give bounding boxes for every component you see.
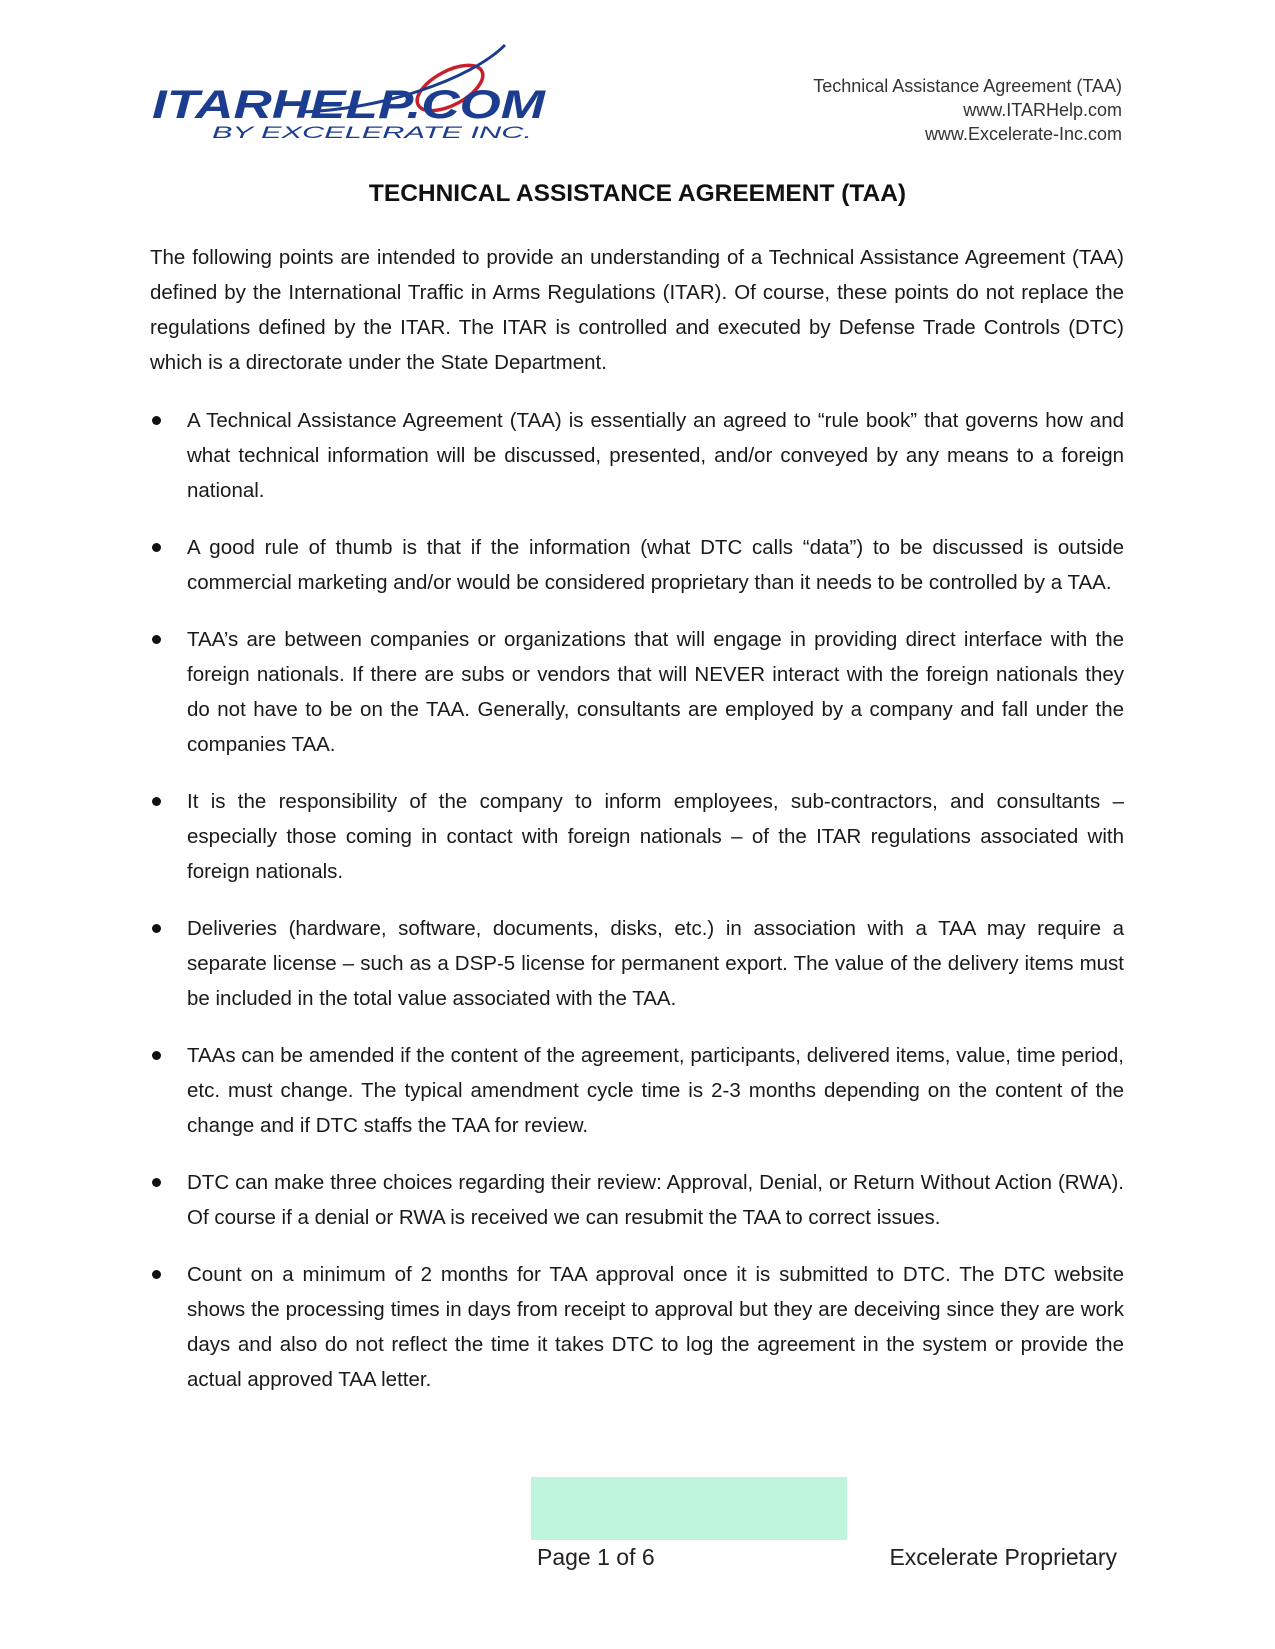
bullet-list [150, 403, 1124, 1419]
list-item [150, 622, 1124, 762]
intro-paragraph: The following points are intended to provide an understanding of a Technical Assistance Agreement (TAA) defined by the International Traffic in Arms Regulations (ITAR). Of course, these points do not replace the regulations defined by the ITAR. The ITAR is controlled and executed by Defense Trade Controls (DTC) which is a directorate under the State Department. [150, 246, 1124, 374]
bullet-text: TAA’s are between companies or organizations that will engage in providing direct interface with the foreign nationals. If there are subs or vendors that will NEVER interact with the foreign nationals they do not have to be on the TAA. Generally, consultants are employed by a company and fall under the companies TAA. [187, 628, 1124, 756]
header-info [813, 74, 1122, 146]
bullet-icon [152, 1270, 161, 1279]
bullet-text: A Technical Assistance Agreement (TAA) is essentially an agreed to “rule book” that governs how and what technical information will be discussed, presented, and/or conveyed by any means to a foreign national. [187, 409, 1124, 502]
bullet-icon [152, 635, 161, 644]
page-number: Page 1 of 6 [537, 1544, 655, 1570]
bullet-text: It is the responsibility of the company to inform employees, sub-contractors, and consultants – especially those coming in contact with foreign nationals – of the ITAR regulations associated with foreign nationals. [187, 790, 1124, 883]
list-item [150, 530, 1124, 600]
bullet-icon [152, 797, 161, 806]
list-item [150, 1165, 1124, 1235]
bullet-icon [152, 416, 161, 425]
bullet-text: Deliveries (hardware, software, documents, disks, etc.) in association with a TAA may require a separate license – such as a DSP-5 license for permanent export. The value of the delivery items must be included in the total value associated with the TAA. [187, 917, 1124, 1010]
header-website-excelerate: www.Excelerate-Inc.com [924, 124, 1122, 144]
list-item [150, 403, 1124, 508]
list-item [150, 911, 1124, 1016]
svg-text:BY EXCELERATE INC.: BY EXCELERATE INC. [212, 123, 532, 142]
bullet-text: TAAs can be amended if the content of the agreement, participants, delivered items, value, time period, etc. must change. The typical amendment cycle time is 2-3 months depending on the content of the change and if DTC staffs the TAA for review. [187, 1044, 1124, 1137]
bullet-icon [152, 1051, 161, 1060]
header-doc-title: Technical Assistance Agreement (TAA) [813, 76, 1122, 96]
footer-highlight-box [531, 1477, 847, 1540]
bullet-icon [152, 543, 161, 552]
itarhelp-logo [150, 40, 570, 145]
list-item [150, 784, 1124, 889]
header-website-itarhelp: www.ITARHelp.com [963, 100, 1122, 120]
bullet-icon [152, 924, 161, 933]
bullet-text: A good rule of thumb is that if the information (what DTC calls “data”) to be discussed is outside commercial marketing and/or would be considered proprietary than it needs to be controlled by a TAA. [187, 536, 1124, 594]
bullet-text: Count on a minimum of 2 months for TAA approval once it is submitted to DTC. The DTC website shows the processing times in days from receipt to approval but they are deceiving since they are work days and also do not reflect the time it takes DTC to log the agreement in the system or provide the actual approved TAA letter. [187, 1263, 1124, 1391]
svg-text:ITARHELP.COM: ITARHELP.COM [152, 83, 548, 127]
bullet-text: DTC can make three choices regarding their review: Approval, Denial, or Return Without Action (RWA). Of course if a denial or RWA is received we can resubmit the TAA to correct issues. [187, 1171, 1124, 1229]
bullet-icon [152, 1178, 161, 1187]
list-item [150, 1257, 1124, 1397]
list-item [150, 1038, 1124, 1143]
proprietary-notice: Excelerate Proprietary [889, 1544, 1117, 1570]
document-title: TECHNICAL ASSISTANCE AGREEMENT (TAA) [368, 180, 907, 207]
